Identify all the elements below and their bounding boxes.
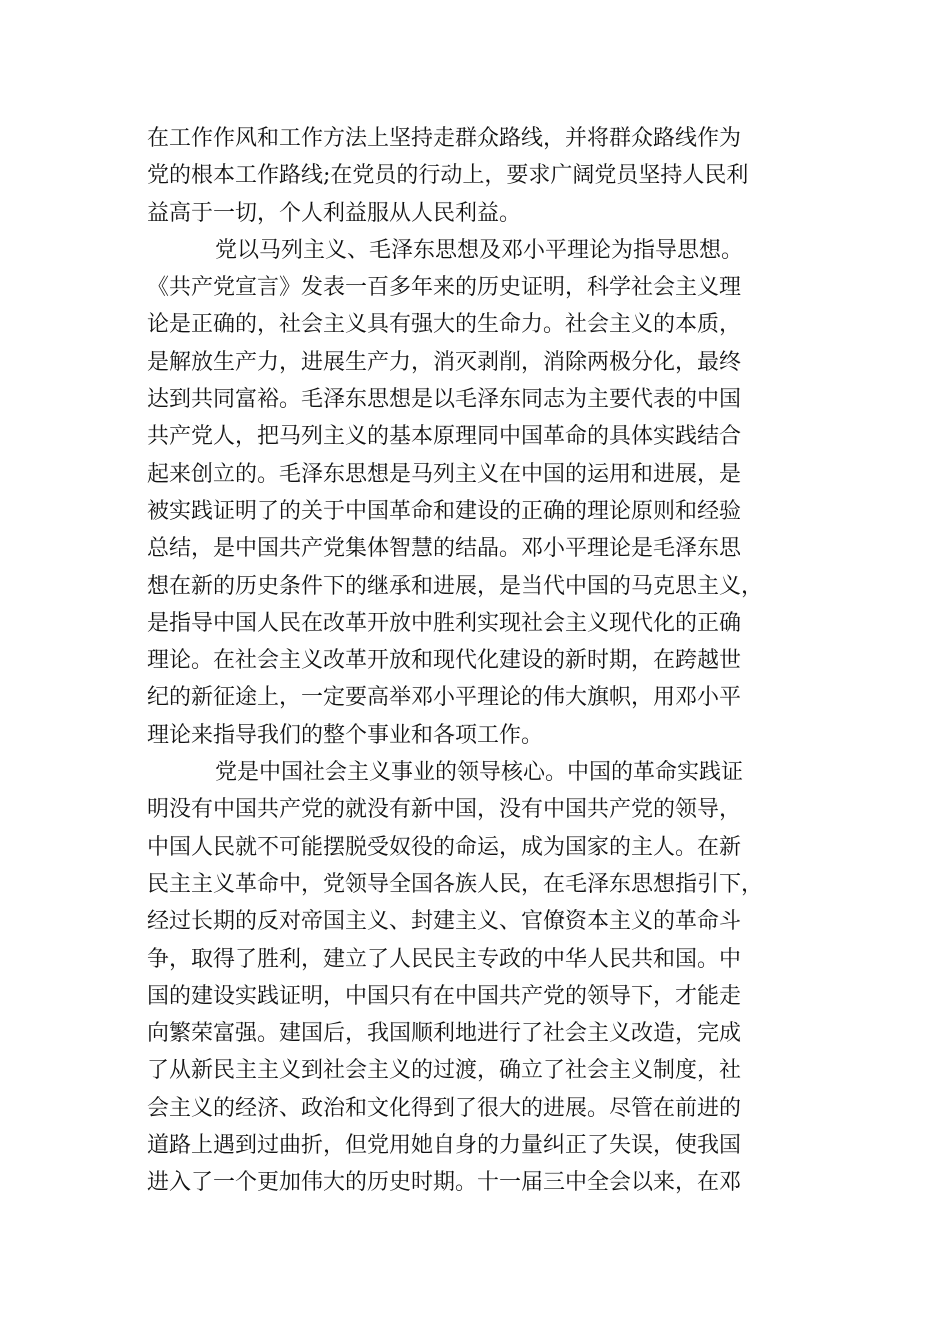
text-line: 了从新民主主义到社会主义的过渡，确立了社会主义制度，社 [147, 1058, 742, 1084]
text-line: 明没有中国共产党的就没有新中国，没有中国共产党的领导， [147, 797, 742, 823]
text-line: 共产党人，把马列主义的基本原理同中国革命的具体实践结合 [147, 424, 742, 450]
text-line: 经过长期的反对帝国主义、封建主义、官僚资本主义的革命斗 [147, 909, 742, 935]
text-line: 《共产党宣言》发表一百多年来的历史证明，科学社会主义理 [147, 275, 742, 301]
text-line: 中国人民就不可能摆脱受奴役的命运，成为国家的主人。在新 [147, 834, 742, 860]
text-line: 是指导中国人民在改革开放中胜利实现社会主义现代化的正确 [147, 610, 742, 636]
text-line: 党以马列主义、毛泽东思想及邓小平理论为指导思想。 [215, 237, 744, 263]
text-line: 进入了一个更加伟大的历史时期。十一届三中全会以来，在邓 [147, 1170, 742, 1196]
text-line: 论是正确的，社会主义具有强大的生命力。社会主义的本质， [147, 312, 742, 338]
text-line: 党是中国社会主义事业的领导核心。中国的革命实践证 [215, 760, 744, 786]
paragraph [147, 754, 805, 1202]
text-line: 党的根本工作路线;在党员的行动上，要求广阔党员坚持人民利 [147, 163, 749, 189]
text-line: 理论。在社会主义改革开放和现代化建设的新时期，在跨越世 [147, 648, 742, 674]
text-line: 向繁荣富强。建国后，我国顺利地进行了社会主义改造，完成 [147, 1021, 742, 1047]
text-line: 理论来指导我们的整个事业和各项工作。 [147, 722, 544, 748]
text-line: 被实践证明了的关于中国革命和建设的正确的理论原则和经验 [147, 498, 742, 524]
text-line: 国的建设实践证明，中国只有在中国共产党的领导下，才能走 [147, 983, 742, 1009]
text-line: 益高于一切，个人利益服从人民利益。 [147, 200, 522, 226]
text-line: 纪的新征途上，一定要高举邓小平理论的伟大旗帜，用邓小平 [147, 685, 742, 711]
text-line: 想在新的历史条件下的继承和进展，是当代中国的马克思主义， [147, 573, 764, 599]
text-line: 会主义的经济、政治和文化得到了很大的进展。尽管在前进的 [147, 1095, 742, 1121]
paragraph [147, 232, 805, 754]
text-line: 是解放生产力，进展生产力，消灭剥削，消除两极分化，最终 [147, 349, 742, 375]
paragraph [147, 120, 805, 232]
text-line: 争，取得了胜利，建立了人民民主专政的中华人民共和国。中 [147, 946, 742, 972]
text-line: 总结，是中国共产党集体智慧的结晶。邓小平理论是毛泽东思 [147, 536, 742, 562]
text-line: 起来创立的。毛泽东思想是马列主义在中国的运用和进展，是 [147, 461, 742, 487]
text-line: 道路上遇到过曲折，但党用她自身的力量纠正了失误，使我国 [147, 1133, 742, 1159]
text-line: 民主主义革命中，党领导全国各族人民，在毛泽东思想指引下， [147, 871, 764, 897]
text-line: 达到共同富裕。毛泽东思想是以毛泽东同志为主要代表的中国 [147, 387, 742, 413]
body-text [147, 120, 805, 1202]
text-line: 在工作作风和工作方法上坚持走群众路线，并将群众路线作为 [147, 126, 742, 151]
